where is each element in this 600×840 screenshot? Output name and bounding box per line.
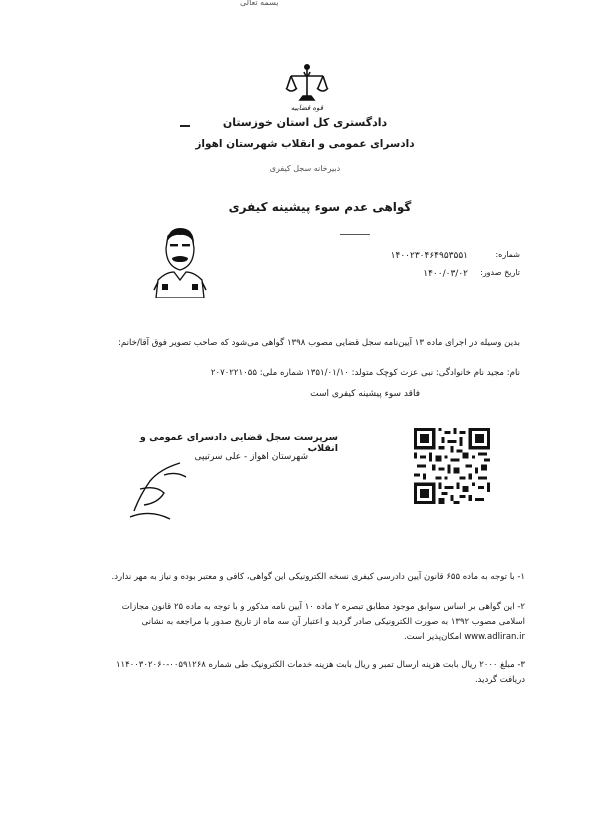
signatory-title: سرپرست سجل قضایی دادسرای عمومی و انقلاب [139, 432, 338, 454]
note-1: ۱- با توجه به ماده ۶۵۵ قانون آیین دادرسی کیفری نسخه الکترونیکی این گواهی، کافی و معتبر بوده و نیاز به مهر ندارد. [111, 572, 525, 582]
handwritten-signature [120, 455, 210, 525]
small-tick-mark [180, 125, 190, 127]
emblem-caption: قوه قضاییه [290, 104, 324, 112]
header-line-1: دادگستری کل استان خوزستان [222, 116, 388, 129]
certificate-conclusion: فاقد سوء پیشینه کیفری است [310, 389, 420, 399]
qr-code-icon [414, 428, 490, 504]
judiciary-emblem [285, 62, 329, 108]
top-heading-scribble: بسمه تعالی [240, 0, 279, 7]
issue-date-label: تاریخ صدور: [480, 268, 520, 277]
dash-mark [340, 234, 370, 235]
header-line-2: دادسرای عمومی و انقلاب شهرستان اهواز [195, 138, 415, 150]
note-3: ۳- مبلغ ۲۰۰۰ ریال بابت هزینه ارسال تمبر و ریال بابت هزینه خدمات الکترونیک طی شماره ۰۰۵۹۱۲۶۸-۱۱۴۰۰۳۰۲۰۶۰ دریافت گردید. [115, 660, 525, 685]
number-label: شماره: [495, 250, 520, 259]
verification-qr-code[interactable] [414, 428, 490, 504]
header-line-3: دبیرخانه سجل کیفری [269, 164, 341, 173]
scales-of-justice-icon [285, 62, 329, 108]
number-value: ۱۴۰۰۲۳۰۴۶۴۹۵۳۵۵۱ [390, 251, 468, 261]
certificate-intro: بدین وسیله در اجرای ماده ۱۳ آیین‌نامه سجل قضایی مصوب ۱۳۹۸ گواهی می‌شود که صاحب تصویر فوق آقا/خانم: [118, 338, 520, 348]
holder-details: نام: مجید نام خانوادگی: نبی عزت کوچک متولد: ۱۳۵۱/۰۱/۱۰ شماره ملی: ۲۰۷۰۲۲۱۰۵۵ [210, 368, 520, 378]
issue-date-value: ۱۴۰۰/۰۳/۰۲ [423, 269, 468, 279]
signatory-name: شهرستان اهواز - علی سرتیپی [194, 452, 308, 462]
holder-photo [148, 222, 212, 298]
portrait-photo-icon [148, 222, 212, 298]
note-2: ۲- این گواهی بر اساس سوابق موجود مطابق تبصره ۲ ماده ۱۰ آیین نامه مذکور و با توجه به ماده ۲۵ قانون مجازات اسلامی مصوب ۱۳۹۲ به صورت الکترونیکی صادر گردید و اعتبار آن سه ماه از تاریخ صدور با مراجعه به نشانی www.adliran.ir امکان‌پذیر است. [121, 602, 525, 642]
document-title: گواهی عدم سوء پیشینه کیفری [228, 200, 412, 214]
